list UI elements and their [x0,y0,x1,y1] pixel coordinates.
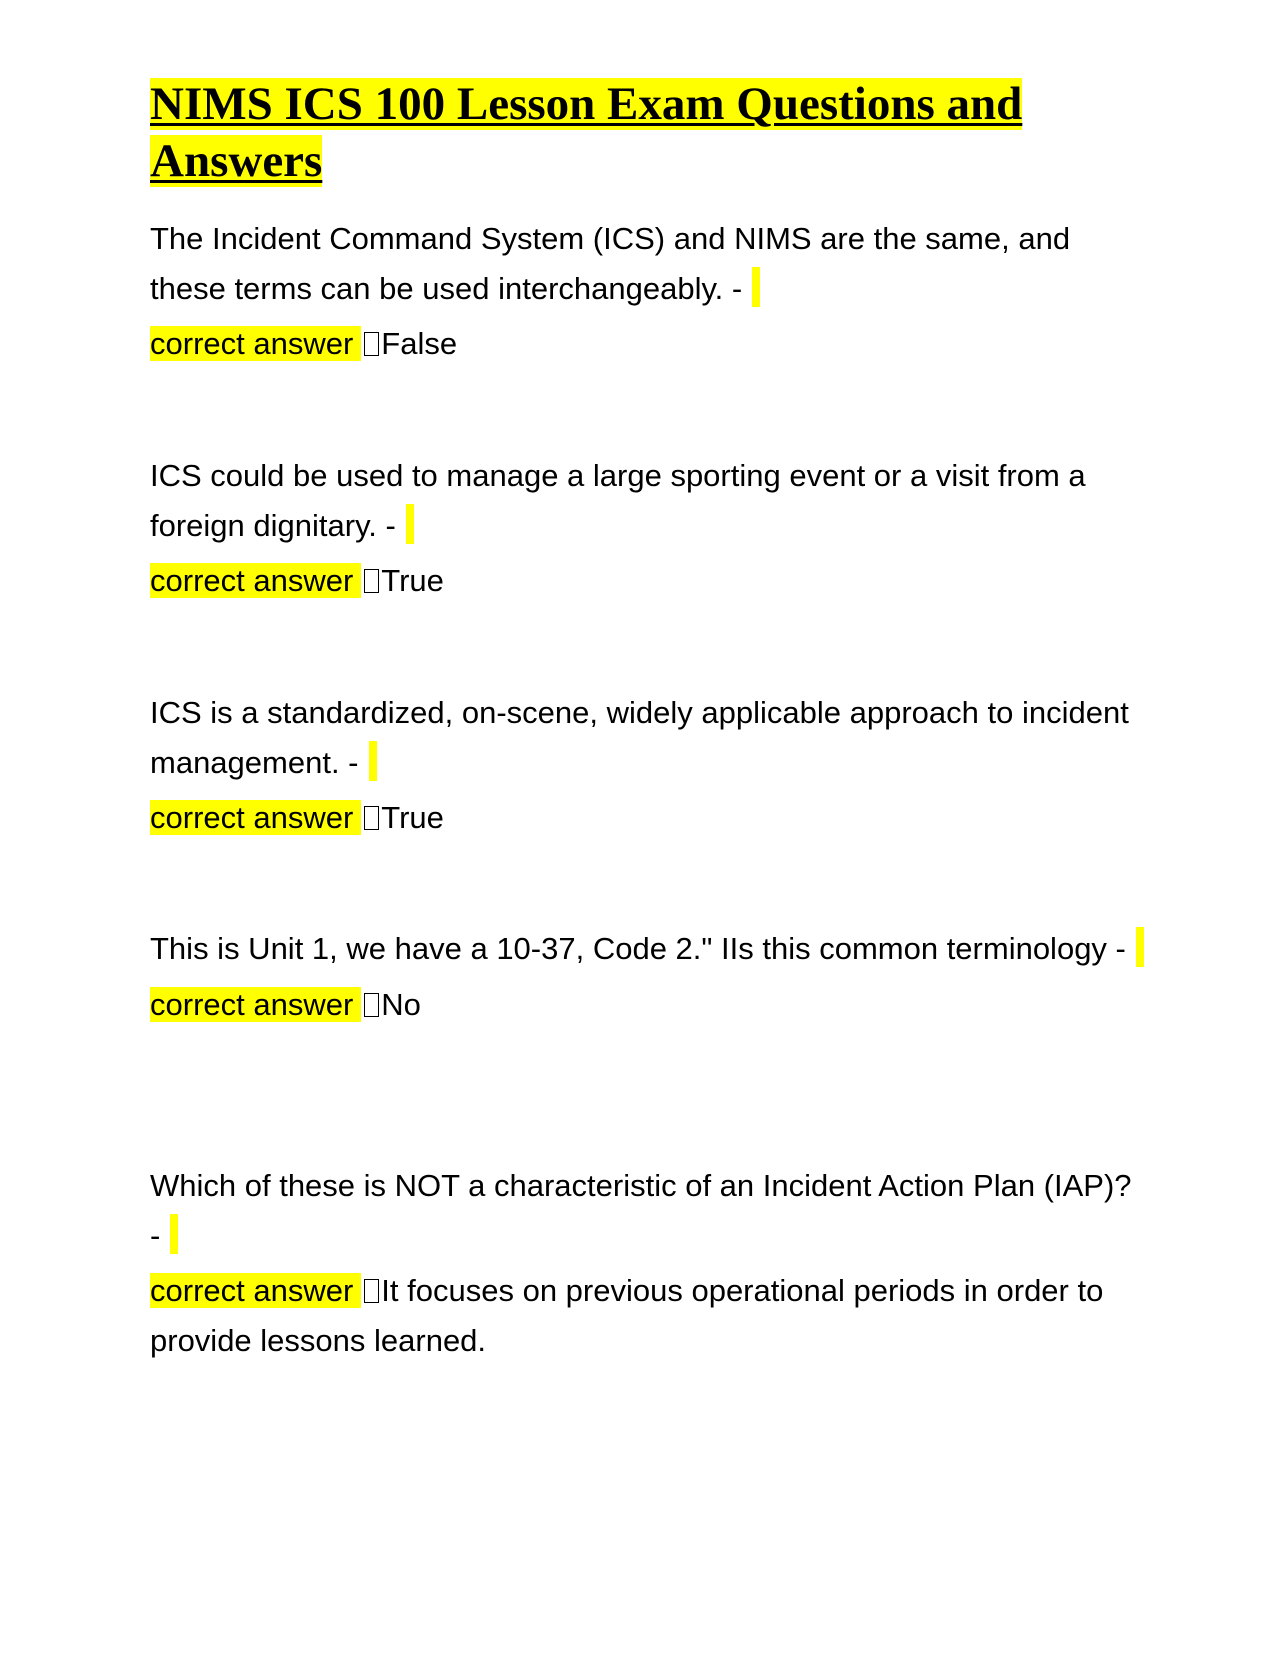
question-4-text: This is Unit 1, we have a 10-37, Code 2." IIs this common terminology - [150,931,1126,966]
answer-2 [150,556,1150,606]
answer-4-text: No [381,986,421,1022]
qa-item-4 [150,924,1150,1029]
question-3-text: ICS is a standardized, on-scene, widely applicable approach to incident management. - [150,695,1129,780]
document-title-text: NIMS ICS 100 Lesson Exam Questions and Answers [150,78,1023,187]
question-1-highlight-mark [752,267,760,307]
question-1 [150,214,1150,313]
question-5-text: Which of these is NOT a characteristic of an Incident Action Plan (IAP)? - [150,1168,1132,1253]
missing-glyph-box-icon [364,1279,379,1303]
answer-3 [150,793,1150,843]
question-4-highlight-mark [1136,927,1144,967]
missing-glyph-box-icon [364,993,379,1017]
answer-5 [150,1266,1150,1365]
qa-item-1 [150,214,1150,369]
missing-glyph-box-icon [364,569,379,593]
document-title [150,76,1110,190]
answer-5-label: correct answer [150,1273,361,1308]
question-5-highlight-mark [170,1214,178,1254]
answer-4-label: correct answer [150,987,361,1022]
question-5 [150,1161,1150,1260]
question-2-highlight-mark [406,504,414,544]
question-4 [150,924,1150,974]
question-3 [150,688,1150,787]
answer-5-text: It focuses on previous operational periods in order to provide lessons learned. [150,1273,1104,1358]
qa-item-5 [150,1161,1150,1365]
qa-item-2 [150,451,1150,606]
qa-item-3 [150,688,1150,843]
answer-2-text: True [381,563,444,598]
question-1-text: The Incident Command System (ICS) and NIMS are the same, and these terms can be used interchangeably. - [150,221,1071,306]
answer-3-label: correct answer [150,800,361,835]
missing-glyph-box-icon [364,332,379,356]
answer-1-text: False [381,326,458,361]
missing-glyph-box-icon [364,806,379,830]
answer-4 [150,980,1150,1030]
question-3-highlight-mark [369,741,377,781]
answer-1-label: correct answer [150,326,361,361]
answer-2-label: correct answer [150,563,361,598]
question-2 [150,451,1150,550]
question-2-text: ICS could be used to manage a large sporting event or a visit from a foreign dignitary. - [150,458,1086,543]
answer-1 [150,319,1150,369]
answer-3-text: True [381,800,444,835]
